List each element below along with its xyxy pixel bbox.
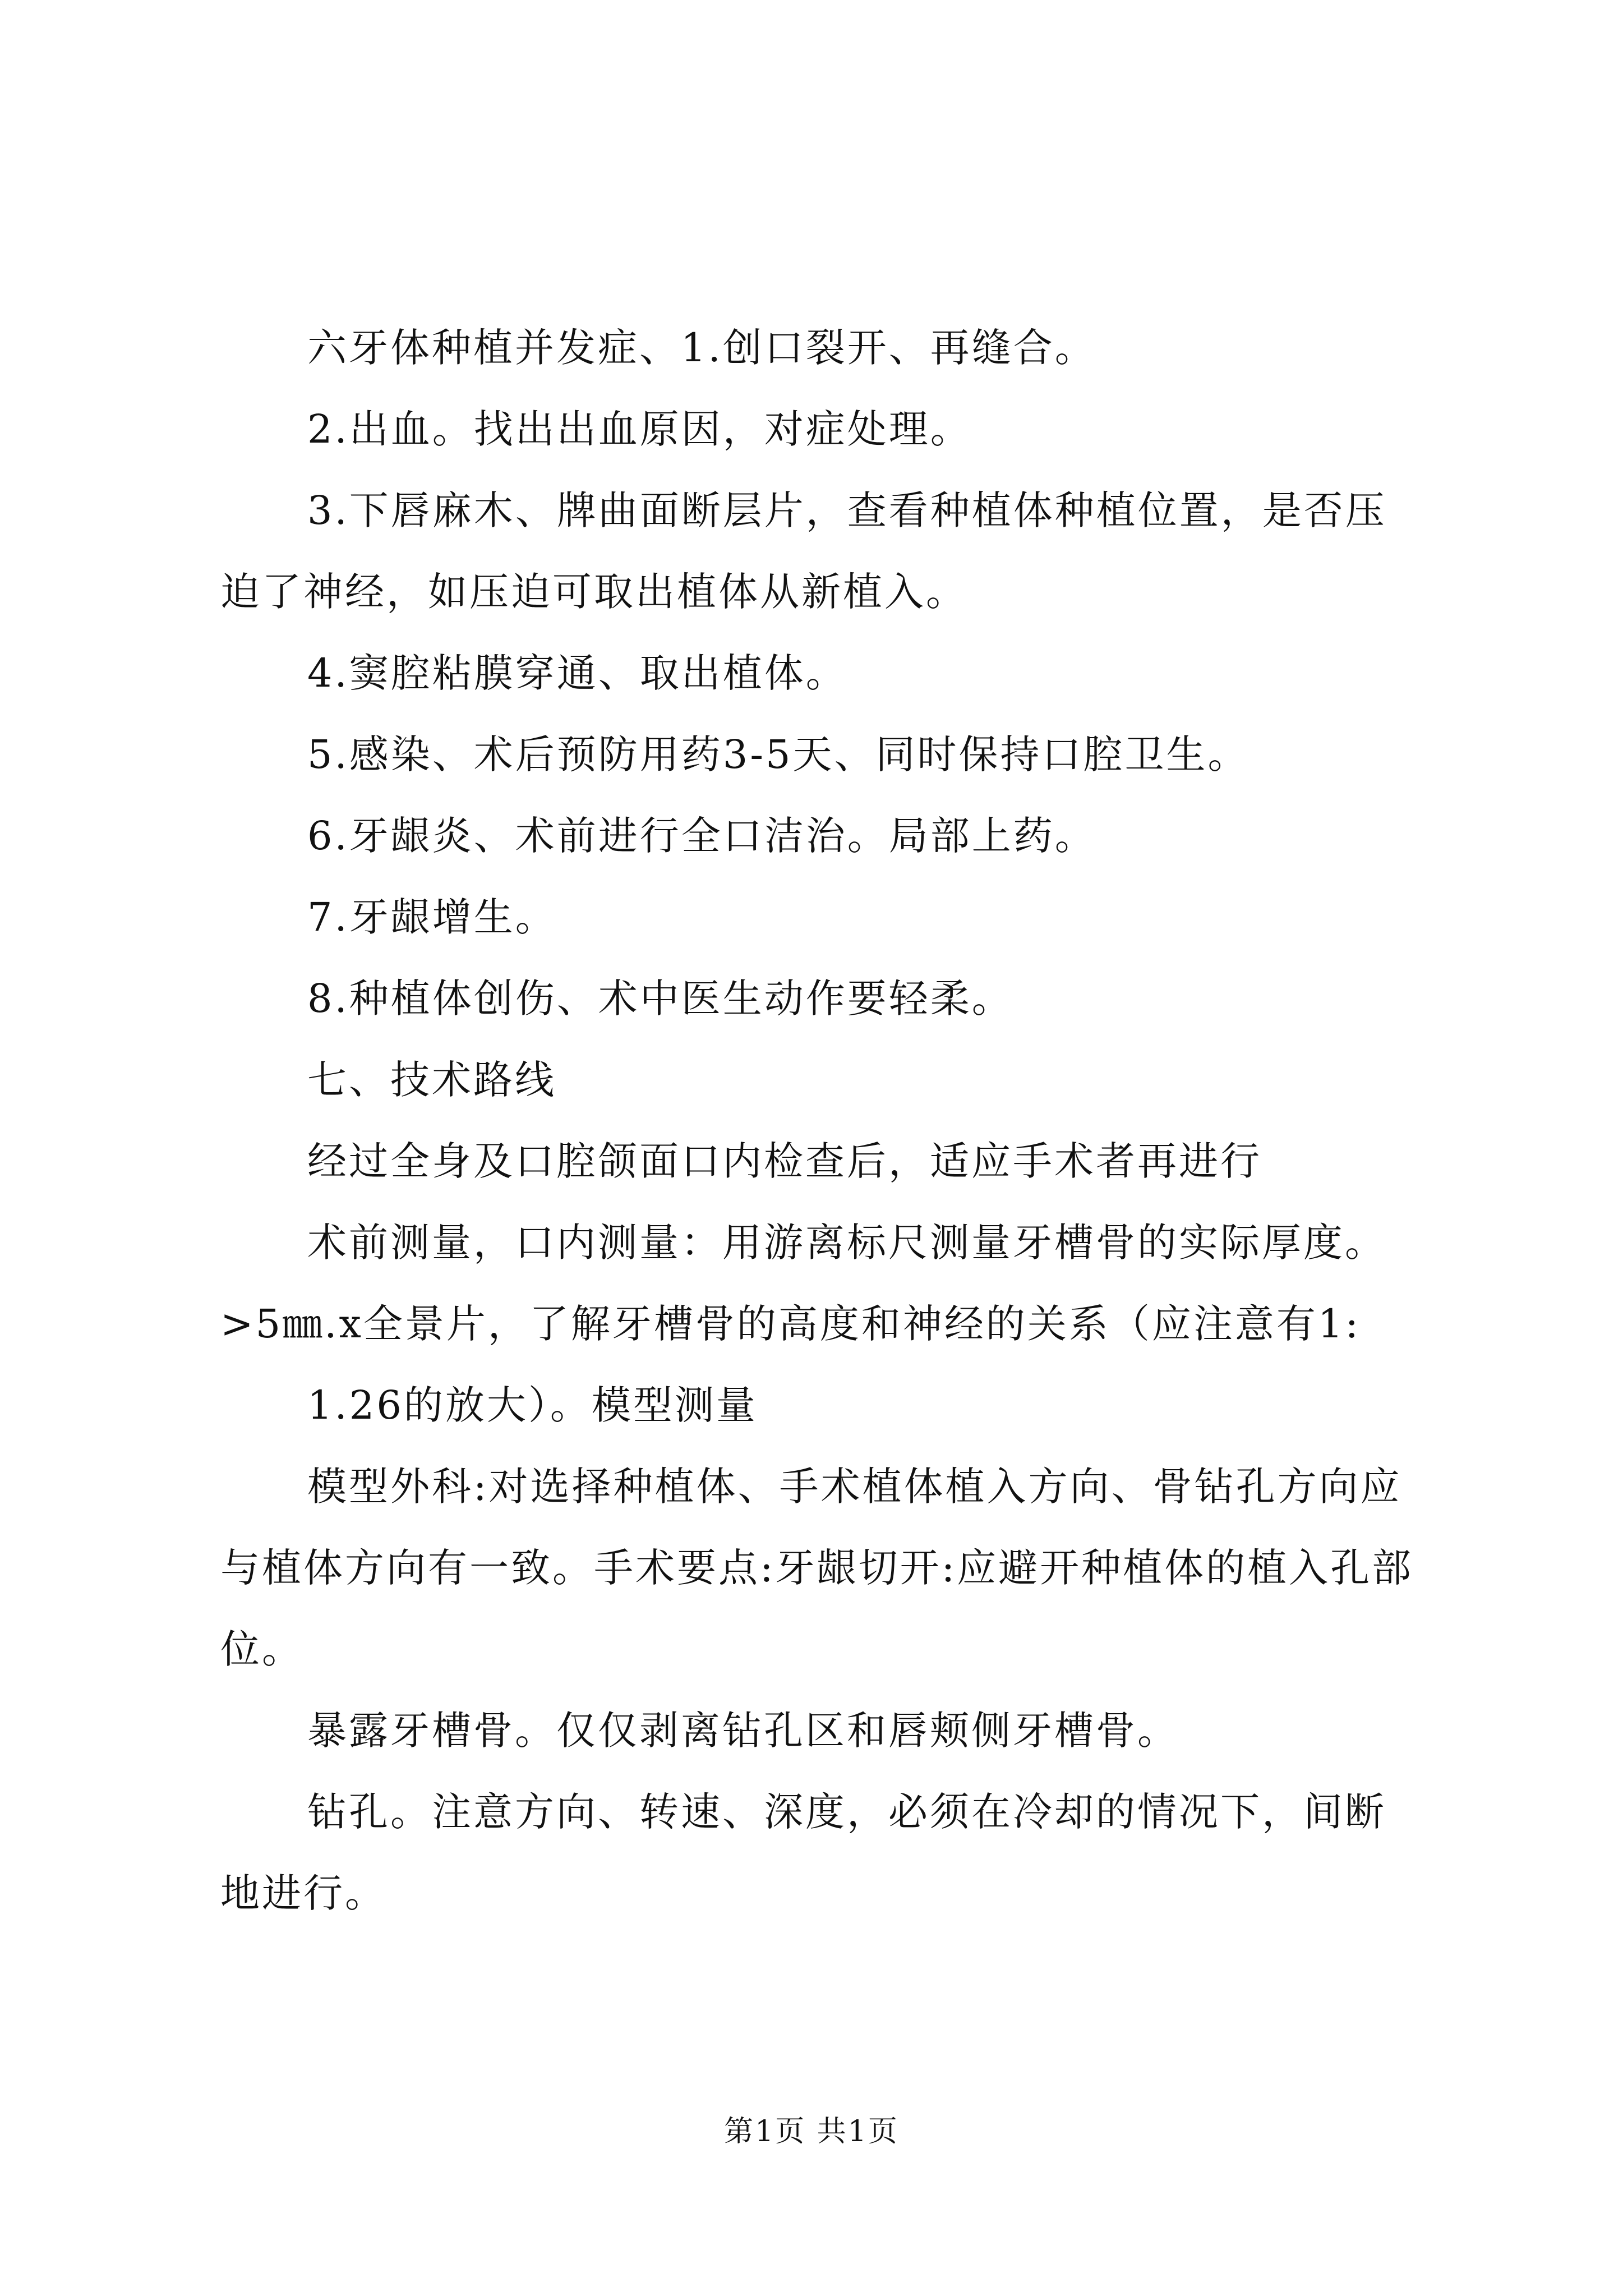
document-body [220,307,1421,1934]
paragraph-complications-2: 2.出血。找出出血原因，对症处理。 [307,406,972,452]
paragraph-complications-8: 8.种植体创伤、术中医生动作要轻柔。 [307,976,1013,1022]
paragraph-expose-bone: 暴露牙槽骨。仅仅剥离钻孔区和唇颊侧牙槽骨。 [307,1708,1179,1754]
paragraph-complications-4: 4.窦腔粘膜穿通、取出植体。 [307,650,847,696]
paragraph-drilling: 钻孔。注意方向、转速、深度，必须在冷却的情况下，间断地进行。 [220,1789,1386,1916]
paragraph-examination: 经过全身及口腔颌面口内检查后，适应手术者再进行 [307,1138,1262,1184]
paragraph-model-surgery: 模型外科:对选择种植体、手术植体植入方向、骨钻孔方向应与植体方向有一致。手术要点:牙龈切开:应避开种植体的植入孔部位。 [220,1464,1414,1672]
page-footer: 第1页 共1页 [724,2115,899,2148]
paragraph-complications-7: 7.牙龈增生。 [307,894,557,940]
paragraph-complications-6: 6.牙龈炎、术前进行全口洁治。局部上药。 [307,813,1096,859]
paragraph-complications-1: 六牙体种植并发症、1.创口裂开、再缝合。 [307,325,1096,371]
paragraph-complications-3: 3.下唇麻木、牌曲面断层片，查看种植体种植位置，是否压迫了神经，如压迫可取出植体从新植入。 [220,487,1387,615]
section-heading-technical-route: 七、技术路线 [307,1057,556,1103]
paragraph-model-measurement: 1.26的放大）。模型测量 [307,1382,758,1428]
paragraph-preop-measurement: 术前测量，口内测量：用游离标尺测量牙槽骨的实际厚度。>5㎜.x全景片，了解牙槽骨的高度和神经的关系（应注意有1: [220,1220,1386,1347]
paragraph-complications-5: 5.感染、术后预防用药3-5天、同时保持口腔卫生。 [307,731,1249,777]
